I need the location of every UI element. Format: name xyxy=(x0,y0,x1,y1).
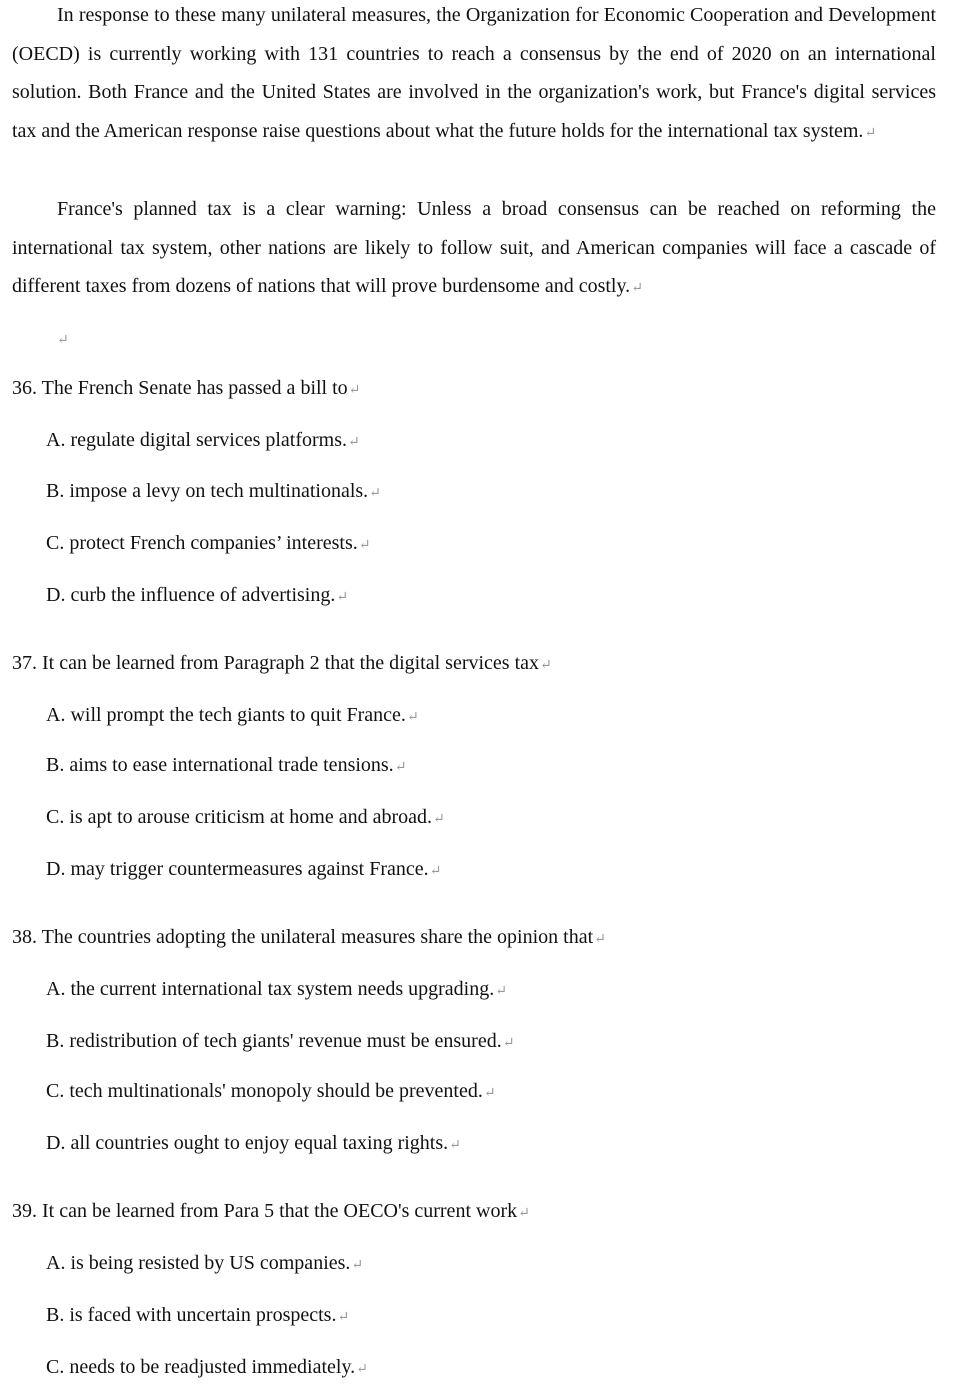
text: 37. It can be learned from Paragraph 2 that the digital services tax xyxy=(12,652,540,674)
return-mark-icon: ↵ xyxy=(864,125,877,141)
text: C. protect French companies’ interests. xyxy=(46,532,358,554)
text: 39. It can be learned from Para 5 that the OECO's current work xyxy=(12,1200,518,1222)
return-mark-icon: ↵ xyxy=(351,1258,364,1273)
return-mark-icon: ↵ xyxy=(394,760,407,775)
return-mark-icon: ↵ xyxy=(336,590,349,605)
return-mark-icon: ↵ xyxy=(449,1138,461,1153)
answer-option[interactable] xyxy=(46,977,507,1004)
paragraph-warning xyxy=(12,190,936,309)
return-mark-icon: ↵ xyxy=(429,864,442,879)
return-mark-icon: ↵ xyxy=(348,383,361,398)
empty-line xyxy=(56,326,69,353)
text: B. is faced with uncertain prospects. xyxy=(46,1304,337,1326)
answer-option[interactable] xyxy=(46,1131,461,1158)
paragraph-text: In response to these many unilateral measures, the Organization for Economic Cooperation and Development (OECD) is currently working with 131 countries to reach a consensus by the end of 2020 on an international solution. Both France and the United States are involved in the organization's work, but France's digital services tax and the American response raise questions about what the future holds for the international tax system. xyxy=(12,4,936,142)
text: 36. The French Senate has passed a bill to xyxy=(12,377,348,399)
text: C. needs to be readjusted immediately. xyxy=(46,1356,356,1378)
text: B. impose a levy on tech multinationals. xyxy=(46,480,369,502)
return-mark-icon: ↵ xyxy=(57,333,69,348)
text: C. tech multinationals' monopoly should be prevented. xyxy=(46,1080,483,1102)
answer-option[interactable] xyxy=(46,583,348,610)
return-mark-icon: ↵ xyxy=(433,812,445,827)
answer-option[interactable] xyxy=(46,805,445,832)
return-mark-icon: ↵ xyxy=(348,435,360,450)
text: D. curb the influence of advertising. xyxy=(46,584,336,606)
text: D. all countries ought to enjoy equal taxing rights. xyxy=(46,1132,449,1154)
text: C. is apt to arouse criticism at home and abroad. xyxy=(46,806,433,828)
question-stem xyxy=(12,651,552,678)
return-mark-icon: ↵ xyxy=(502,1036,515,1051)
text: A. regulate digital services platforms. xyxy=(46,429,348,451)
question-stem xyxy=(12,376,360,403)
return-mark-icon: ↵ xyxy=(495,984,507,999)
answer-option[interactable] xyxy=(46,1079,496,1106)
return-mark-icon: ↵ xyxy=(358,538,371,553)
answer-option[interactable] xyxy=(46,753,406,780)
return-mark-icon: ↵ xyxy=(356,1362,368,1377)
question-stem xyxy=(12,1199,530,1226)
question-stem xyxy=(12,925,606,952)
return-mark-icon: ↵ xyxy=(594,932,606,947)
return-mark-icon: ↵ xyxy=(631,281,643,297)
paragraph-text: France's planned tax is a clear warning: Unless a broad consensus can be reached on reforming the international tax system, other nations are likely to follow suit, and American companies will face a cascade of different taxes from dozens of nations that will prove burdensome and costly. xyxy=(12,198,936,298)
answer-option[interactable] xyxy=(46,857,441,884)
text: D. may trigger countermeasures against France. xyxy=(46,858,429,880)
answer-option[interactable] xyxy=(46,1355,368,1382)
return-mark-icon: ↵ xyxy=(406,710,419,725)
text: A. is being resisted by US companies. xyxy=(46,1252,351,1274)
return-mark-icon: ↵ xyxy=(369,486,381,501)
answer-option[interactable] xyxy=(46,1251,363,1278)
answer-option[interactable] xyxy=(46,1029,514,1056)
answer-option[interactable] xyxy=(46,428,360,455)
text: B. aims to ease international trade tensions. xyxy=(46,754,394,776)
return-mark-icon: ↵ xyxy=(483,1086,496,1101)
answer-option[interactable] xyxy=(46,1303,349,1330)
text: B. redistribution of tech giants' revenue must be ensured. xyxy=(46,1030,502,1052)
answer-option[interactable] xyxy=(46,479,381,506)
return-mark-icon: ↵ xyxy=(540,658,552,673)
return-mark-icon: ↵ xyxy=(337,1310,350,1325)
text: A. will prompt the tech giants to quit France. xyxy=(46,704,406,726)
return-mark-icon: ↵ xyxy=(518,1206,530,1221)
answer-option[interactable] xyxy=(46,531,371,558)
text: 38. The countries adopting the unilateral measures share the opinion that xyxy=(12,926,594,948)
paragraph-oecd xyxy=(12,0,936,153)
answer-option[interactable] xyxy=(46,703,419,730)
text: A. the current international tax system needs upgrading. xyxy=(46,978,495,1000)
